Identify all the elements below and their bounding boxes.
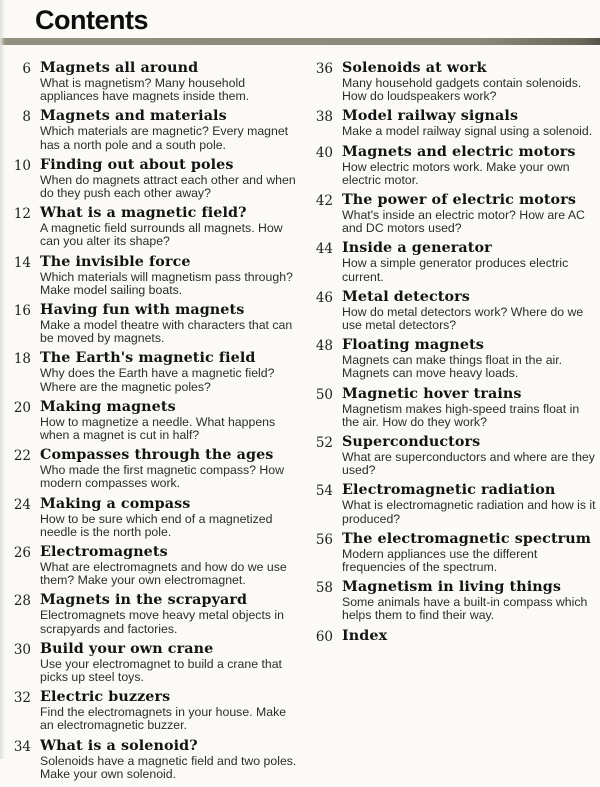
- entry-body: [40, 448, 297, 490]
- page-number: 38: [315, 109, 333, 126]
- toc-entry: [8, 642, 297, 684]
- entry-title: Electromagnets: [40, 544, 168, 561]
- entry-description: How a simple generator produces electric current.: [342, 256, 569, 284]
- toc-entry: [8, 351, 297, 393]
- entry-title: Having fun with magnets: [40, 302, 245, 319]
- page-number: 6: [22, 61, 31, 77]
- toc-entry: [8, 497, 297, 539]
- page-number: 44: [315, 241, 333, 258]
- entry-title: Compasses through the ages: [40, 447, 274, 464]
- entry-description: How electric motors work. Make your own electric motor.: [342, 159, 570, 187]
- entry-body: [342, 61, 599, 103]
- entry-description: Make a model theatre with characters that can be moved by magnets.: [40, 318, 293, 346]
- entry-body: [40, 545, 297, 587]
- entry-title: Electric buzzers: [40, 689, 171, 706]
- toc-column-right: [310, 61, 599, 787]
- page-number: 40: [315, 144, 333, 161]
- entry-description: Which materials are magnetic? Every magnet has a north pole and a south pole.: [40, 124, 289, 152]
- entry-title: Magnets and electric motors: [342, 143, 576, 160]
- entry-description: How to be sure which end of a magnetized needle is the north pole.: [40, 511, 273, 539]
- page-number: 48: [315, 338, 333, 355]
- entry-title: Magnets and materials: [40, 108, 227, 125]
- toc-column-left: [8, 61, 297, 787]
- entry-description: Why does the Earth have a magnetic field? Where are the magnetic poles?: [40, 366, 275, 394]
- entry-description: Solenoids have a magnetic field and two poles. Make your own solenoid.: [40, 753, 297, 781]
- page-header: [0, 0, 600, 34]
- entry-title: The power of electric motors: [342, 192, 576, 209]
- entry-body: [342, 241, 599, 283]
- entry-body: [40, 109, 297, 151]
- page-number: 22: [13, 448, 31, 465]
- page-number: 8: [22, 109, 31, 126]
- entry-body: [40, 739, 297, 781]
- page-title: Contents: [35, 5, 148, 35]
- toc-entry: [310, 580, 599, 622]
- entry-body: [40, 303, 297, 345]
- toc-entry: [8, 545, 297, 587]
- entry-title: Build your own crane: [40, 640, 214, 657]
- page-number: 12: [13, 206, 31, 223]
- entry-title: Index: [342, 627, 388, 644]
- entry-description: Magnets can make things float in the air. Magnets can move heavy loads.: [342, 353, 563, 381]
- toc-entry: [8, 690, 297, 732]
- entry-title: Magnetic hover trains: [342, 385, 522, 402]
- page-number: 60: [315, 628, 333, 645]
- entry-description: Who made the first magnetic compass? How modern compasses work.: [40, 463, 284, 491]
- title-rule: [0, 38, 600, 45]
- entry-title: Solenoids at work: [342, 60, 487, 76]
- entry-body: [40, 61, 297, 103]
- entry-description: What are superconductors and where are they used?: [342, 450, 595, 478]
- entry-description: Modern appliances use the different frequencies of the spectrum.: [342, 546, 538, 575]
- entry-title: Metal detectors: [342, 288, 470, 305]
- toc-entry: [8, 400, 297, 442]
- page-number: 54: [315, 483, 333, 500]
- page-number: 36: [315, 61, 333, 77]
- entry-body: [342, 435, 599, 477]
- entry-description: Find the electromagnets in your house. Make an electromagnetic buzzer.: [40, 705, 287, 733]
- toc-entry: [310, 241, 599, 283]
- toc-entry: [310, 483, 599, 525]
- entry-description: How to magnetize a needle. What happens when a magnet is cut in half?: [40, 414, 276, 443]
- entry-title: Model railway signals: [342, 108, 519, 125]
- entry-body: [342, 193, 599, 235]
- entry-description: Make a model railway signal using a solenoid.: [342, 124, 593, 139]
- page-number: 32: [13, 690, 31, 707]
- entry-description: When do magnets attract each other and when do they push each other away?: [40, 172, 296, 201]
- page-number: 24: [13, 496, 31, 513]
- entry-description: What is electromagnetic radiation and how is it produced?: [342, 498, 596, 526]
- page-number: 58: [315, 580, 333, 597]
- page-number: 56: [315, 531, 333, 548]
- entry-title: Magnetism in living things: [342, 579, 562, 596]
- toc-entry: [310, 193, 599, 235]
- entry-title: The electromagnetic spectrum: [342, 530, 592, 547]
- toc-entry: [310, 387, 599, 429]
- entry-description: Some animals have a built-in compass which helps them to find their way.: [342, 595, 588, 623]
- toc-entry: [8, 303, 297, 345]
- page-number: 34: [13, 738, 31, 755]
- page-number: 50: [315, 386, 333, 403]
- toc-entry: [8, 255, 297, 297]
- entry-title: Floating magnets: [342, 337, 484, 354]
- entry-body: [40, 158, 297, 200]
- entry-title: Electromagnetic radiation: [342, 482, 556, 499]
- entry-title: Magnets in the scrapyard: [40, 592, 248, 609]
- entry-description: What is magnetism? Many household appliances have magnets inside them.: [40, 76, 250, 104]
- entry-description: What are electromagnets and how do we use them? Make your own electromagnet.: [40, 560, 287, 588]
- toc-entry: [310, 290, 599, 332]
- entry-description: Many household gadgets contain solenoids. How do loudspeakers work?: [342, 76, 582, 104]
- page-number: 10: [13, 157, 31, 174]
- entry-body: [40, 206, 297, 248]
- toc-entry: [8, 448, 297, 490]
- toc-entry: [8, 158, 297, 200]
- entry-body: [342, 580, 599, 622]
- toc-entry: [8, 206, 297, 248]
- toc-entry: [8, 739, 297, 781]
- toc-entry: [310, 145, 599, 187]
- entry-description: Which materials will magnetism pass through? Make model sailing boats.: [40, 269, 293, 297]
- entry-body: [40, 400, 297, 442]
- entry-title: Inside a generator: [342, 240, 492, 257]
- entry-title: What is a solenoid?: [40, 737, 198, 754]
- toc-entry: [8, 61, 297, 103]
- entry-title: The Earth's magnetic field: [40, 350, 256, 367]
- toc-entry: [8, 593, 297, 635]
- entry-body: [40, 255, 297, 297]
- entry-body: [40, 642, 297, 684]
- entry-title: Making magnets: [40, 398, 176, 415]
- entry-description: How do metal detectors work? Where do we use metal detectors?: [342, 304, 584, 333]
- table-of-contents: [0, 45, 600, 787]
- entry-body: [40, 497, 297, 539]
- entry-body: [342, 629, 599, 645]
- page-number: 26: [13, 545, 31, 562]
- page-number: 28: [13, 593, 31, 610]
- entry-body: [342, 387, 599, 429]
- entry-description: A magnetic field surrounds all magnets. How can you alter its shape?: [40, 221, 283, 249]
- toc-entry: [310, 435, 599, 477]
- page-number: 30: [13, 641, 31, 658]
- toc-entry: [310, 109, 599, 138]
- entry-description: Magnetism makes high-speed trains float in the air. How do they work?: [342, 401, 580, 429]
- page-number: 52: [315, 435, 333, 452]
- entry-body: [342, 290, 599, 332]
- page-number: 42: [315, 193, 333, 210]
- toc-entry: [8, 109, 297, 151]
- entry-description: Electromagnets move heavy metal objects in scrapyards and factories.: [40, 608, 285, 636]
- entry-title: Magnets all around: [40, 60, 199, 76]
- entry-body: [40, 690, 297, 732]
- entry-body: [342, 109, 599, 138]
- entry-body: [342, 532, 599, 574]
- toc-entry: [310, 61, 599, 103]
- entry-body: [40, 351, 297, 393]
- page-number: 20: [13, 399, 31, 416]
- entry-body: [342, 483, 599, 525]
- entry-title: Superconductors: [342, 434, 481, 451]
- entry-body: [40, 593, 297, 635]
- entry-title: The invisible force: [40, 253, 191, 270]
- toc-entry: [310, 338, 599, 380]
- entry-description: Use your electromagnet to build a crane that picks up steel toys.: [40, 656, 282, 685]
- page-number: 18: [13, 351, 31, 368]
- entry-title: What is a magnetic field?: [40, 205, 247, 222]
- page-number: 46: [315, 289, 333, 306]
- page-number: 14: [13, 254, 31, 271]
- page-number: 16: [13, 303, 31, 320]
- entry-body: [342, 145, 599, 187]
- entry-title: Finding out about poles: [40, 156, 234, 173]
- toc-entry: [310, 532, 599, 574]
- entry-title: Making a compass: [40, 495, 191, 512]
- entry-description: What's inside an electric motor? How are AC and DC motors used?: [342, 208, 585, 236]
- toc-entry: [310, 629, 599, 645]
- entry-body: [342, 338, 599, 380]
